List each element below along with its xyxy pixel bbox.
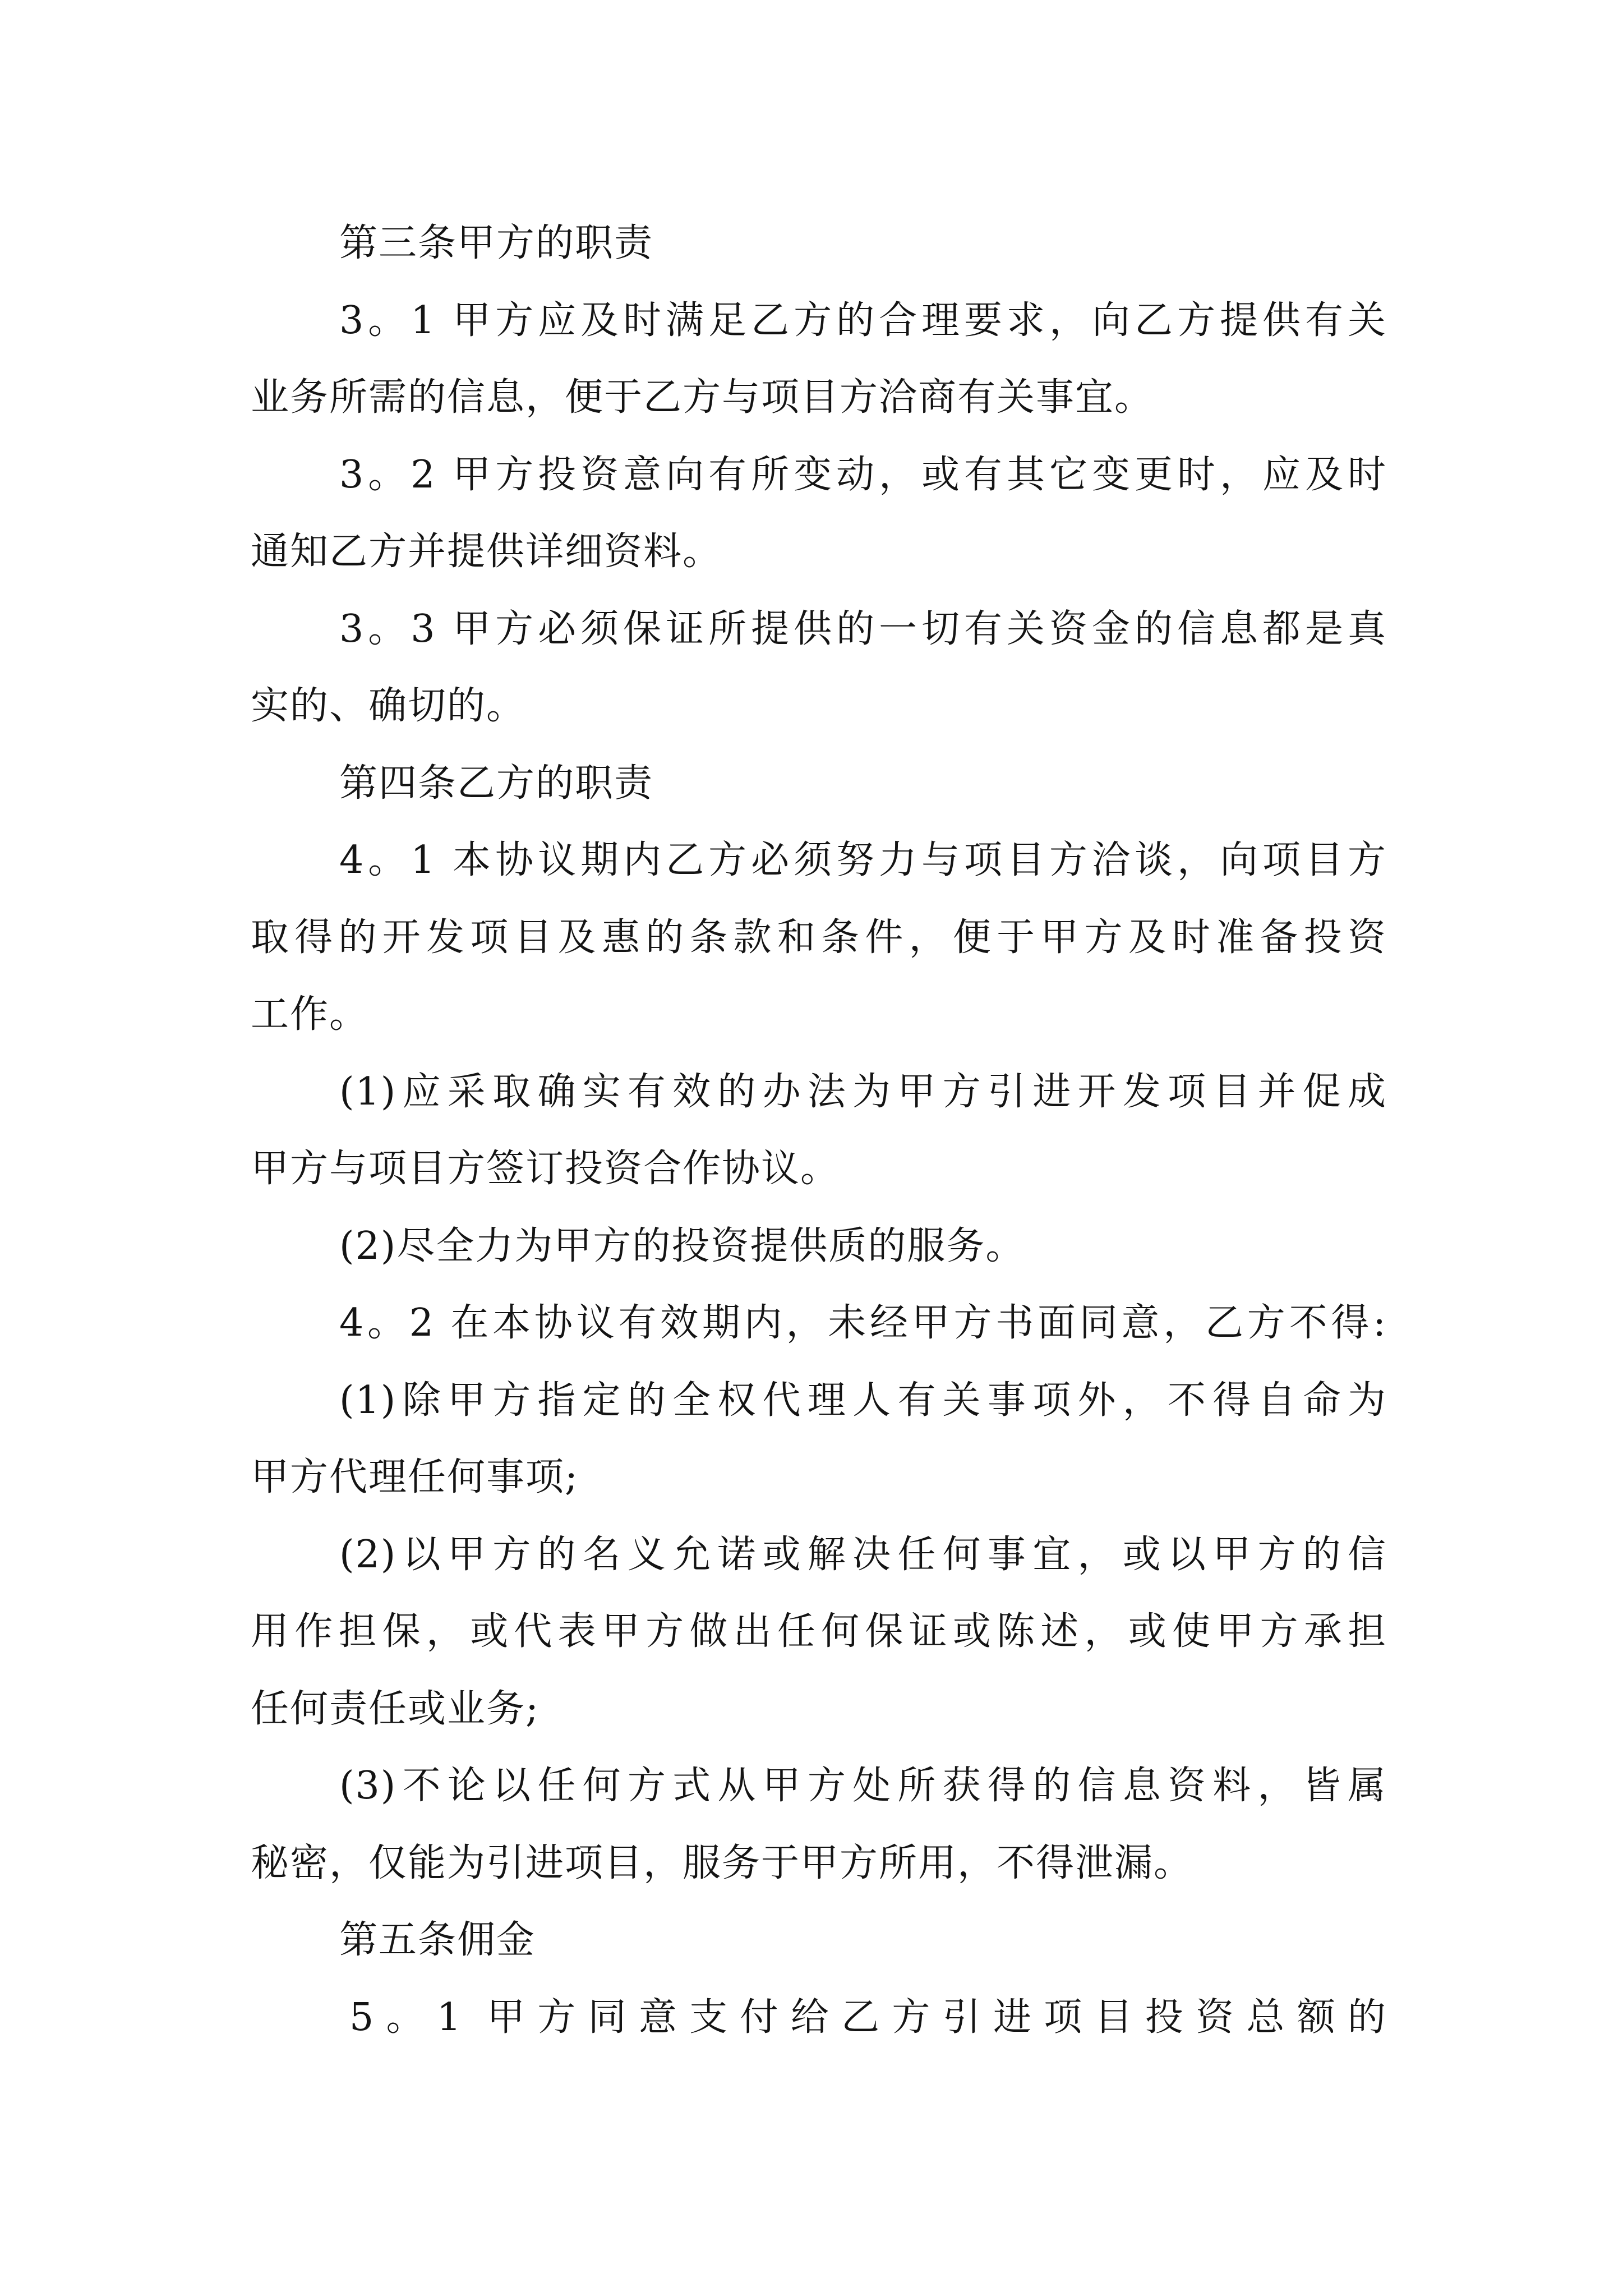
clause-4-1-line-end: 工作。 — [251, 992, 369, 1037]
clause-4-1-item-1-line: (1)应采取确实有效的办法为甲方引进开发项目并促成 — [339, 1069, 1387, 1114]
clause-4-1-item-2-line: (2)尽全力为甲方的投资提供质的服务。 — [339, 1223, 1025, 1268]
clause-4-1-item-1-line-continued: 甲方与项目方签订投资合作协议。 — [251, 1147, 840, 1191]
clause-3-1-line-continued: 业务所需的信息，便于乙方与项目方洽商有关事宜。 — [251, 375, 1154, 420]
article-4-heading: 第四条乙方的职责 — [339, 761, 654, 806]
clause-3-2-line: 3。2 甲方投资意向有所变动，或有其它变更时，应及时 — [339, 452, 1387, 497]
clause-5-1-line: 5。1 甲方同意支付给乙方引进项目投资总额的 — [349, 1995, 1387, 2040]
clause-3-1-line: 3。1 甲方应及时满足乙方的合理要求，向乙方提供有关 — [339, 298, 1387, 343]
clause-3-3-line-continued: 实的、确切的。 — [251, 684, 526, 728]
clause-4-2-item-3-line-continued: 秘密，仅能为引进项目，服务于甲方所用，不得泄漏。 — [251, 1841, 1193, 1885]
clause-4-2-item-1-line: (1)除甲方指定的全权代理人有关事项外，不得自命为 — [339, 1378, 1387, 1423]
clause-4-2-item-2-line-continued: 用作担保，或代表甲方做出任何保证或陈述，或使甲方承担 — [251, 1609, 1387, 1654]
article-3-heading: 第三条甲方的职责 — [339, 221, 654, 265]
clause-4-2-item-2-line: (2)以甲方的名义允诺或解决任何事宜，或以甲方的信 — [339, 1532, 1387, 1577]
clause-4-1-line: 4。1 本协议期内乙方必须努力与项目方洽谈，向项目方 — [339, 838, 1387, 882]
clause-4-1-line-continued: 取得的开发项目及惠的条款和条件，便于甲方及时准备投资 — [251, 915, 1387, 960]
clause-4-2-item-2-line-end: 任何责任或业务; — [251, 1686, 540, 1731]
clause-4-2-item-1-line-continued: 甲方代理任何事项; — [251, 1455, 579, 1499]
document-body — [251, 205, 1387, 2056]
clause-4-2-line: 4。2 在本协议有效期内，未经甲方书面同意，乙方不得: — [339, 1301, 1387, 1345]
clause-3-2-line-continued: 通知乙方并提供详细资料。 — [251, 530, 722, 574]
clause-4-2-item-3-line: (3)不论以任何方式从甲方处所获得的信息资料，皆属 — [339, 1764, 1387, 1808]
article-5-heading: 第五条佣金 — [339, 1918, 536, 1962]
clause-3-3-line: 3。3 甲方必须保证所提供的一切有关资金的信息都是真 — [339, 606, 1387, 651]
